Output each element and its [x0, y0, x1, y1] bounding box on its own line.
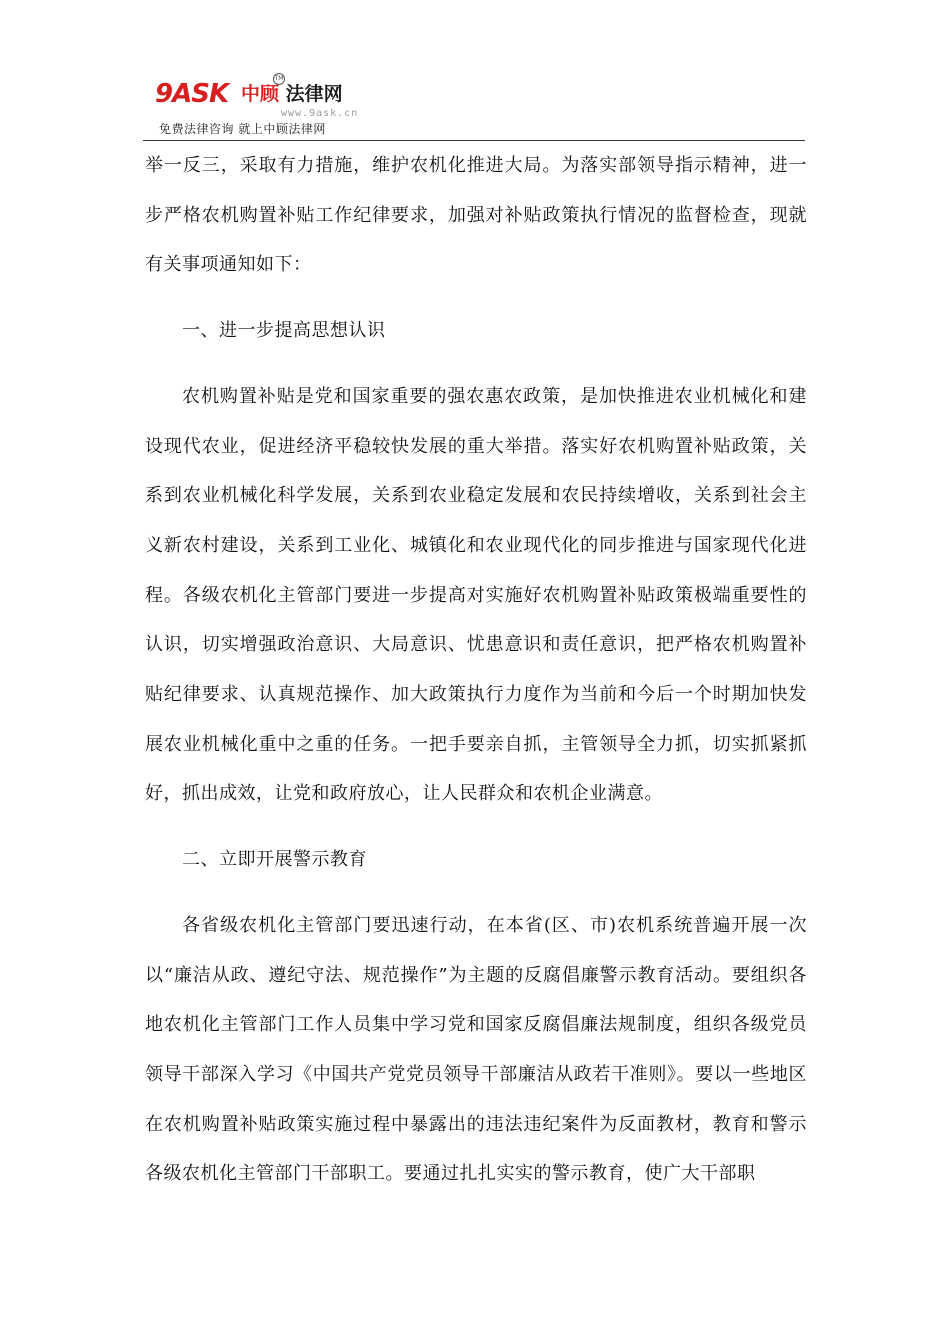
header-slogan: 免费法律咨询 就上中顾法律网 [159, 122, 326, 136]
logo-cn-part-a: 中顾 [241, 83, 280, 105]
trademark-icon: TM [273, 73, 285, 85]
paragraph-section-1: 农机购置补贴是党和国家重要的强农惠农政策，是加快推进农业机械化和建设现代农业，促进经济平稳较快发展的重大举措。落实好农机购置补贴政策，关系到农业机械化科学发展，关系到农业稳定发展和农民持续增收，关系到社会主义新农村建设，关系到工业化、城镇化和农业现代化的同步推进与国家现代化进程。各级农机化主管部门要进一步提高对实施好农机购置补贴政策极端重要性的认识，切实增强政治意识、大局意识、忧患意识和责任意识，把严格农机购置补贴纪律要求、认真规范操作、加大政策执行力度作为当前和今后一个时期加快发展农业机械化重中之重的任务。一把手要亲自抓，主管领导全力抓，切实抓紧抓好，抓出成效，让党和政府放心，让人民群众和农机企业满意。 [145, 385, 807, 805]
page-header [143, 76, 805, 142]
logo-cn-part-b: 法律网 [285, 83, 343, 105]
logo-nine: 9 [155, 79, 173, 109]
logo-mark [155, 79, 228, 109]
paragraph-section-2: 各省级农机化主管部门要迅速行动，在本省(区、市)农机系统普遍开展一次以“廉洁从政、遵纪守法、规范操作”为主题的反腐倡廉警示教育活动。要组织各地农机化主管部门工作人员集中学习党和国家反腐倡廉法规制度，组织各级党员领导干部深入学习《中国共产党党员领导干部廉洁从政若干准则》。要以一些地区在农机购置补贴政策实施过程中暴露出的违法违纪案件为反面教材，教育和警示各级农机化主管部门干部职工。要通过扎扎实实的警示教育，使广大干部职 [145, 914, 807, 1185]
section-heading-1: 一、进一步提高思想认识 [182, 320, 386, 342]
document-body [145, 141, 807, 1199]
logo-chinese-name [241, 82, 343, 106]
site-logo[interactable] [155, 75, 359, 119]
logo-url: www.9ask.cn [281, 108, 359, 119]
paragraph-intro: 举一反三，采取有力措施，维护农机化推进大局。为落实部领导指示精神，进一步严格农机购置补贴工作纪律要求，加强对补贴政策执行情况的监督检查，现就有关事项通知如下： [145, 155, 807, 276]
section-heading-2: 二、立即开展警示教育 [182, 849, 367, 871]
logo-ask: ASK [172, 79, 229, 109]
